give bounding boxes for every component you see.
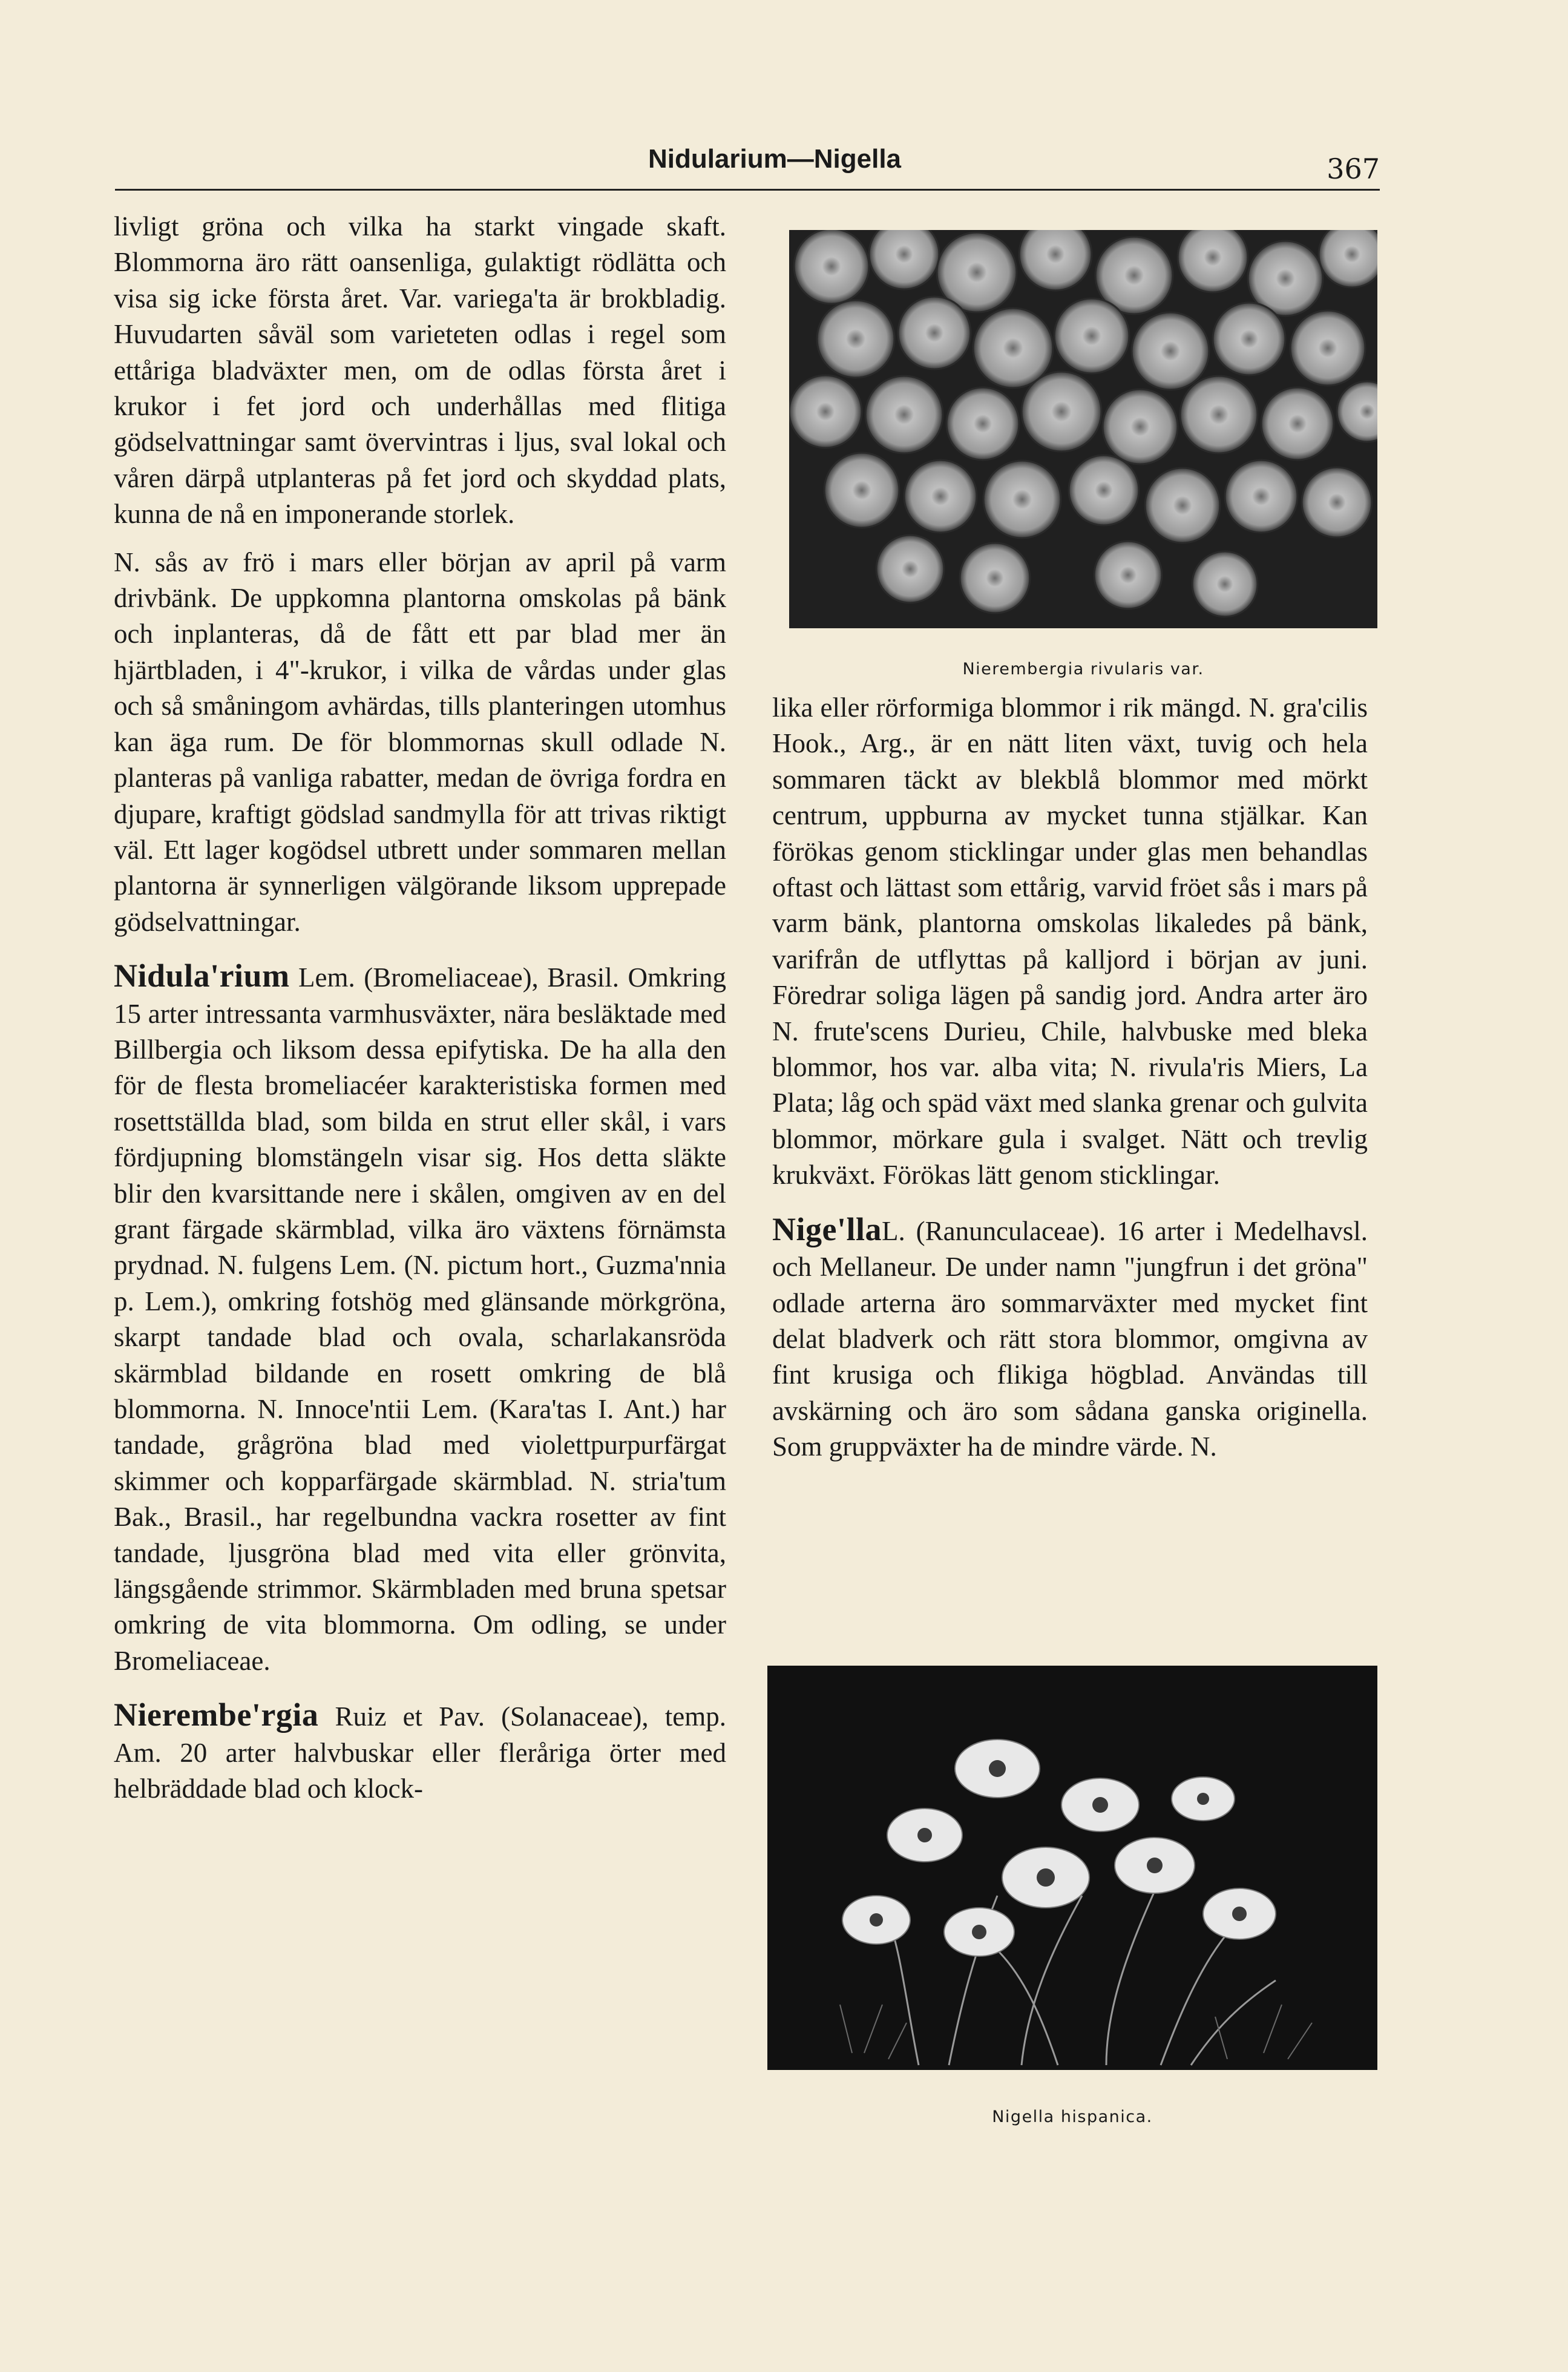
running-title: Nidularium—Nigella: [648, 144, 902, 174]
photo-nigella: [767, 1666, 1377, 2070]
entry-text-nierembergia: Ruiz et Pav. (Solanaceae), temp. Am. 20 arter halvbuskar eller fleråriga örter med helbräddade blad och klock-: [114, 1701, 726, 1804]
photo-nierembergia: [789, 230, 1377, 628]
header-rule: [115, 189, 1380, 191]
entry-nidularium: [114, 958, 726, 1679]
entry-nigella: [772, 1212, 1368, 1465]
right-column-upper: [772, 690, 1368, 1465]
entry-head-nigella: Nige'lla: [772, 1211, 882, 1247]
paragraph-intro: livligt gröna och vilka ha starkt vingade skaft. Blommorna äro rätt oansenliga, gulaktigt rödlätta och visa sig icke första året. Var. variega'ta är brokbladig. Huvudarten såväl som varieteten odlas i regel som ettåriga bladväxter men, om de odlas första året i krukor i fet jord och underhållas med flitiga gödselvattningar samt övervintras i ljus, sval lokal och våren därpå utplanteras på fet jord och skyddad plats, kunna de nå en imponerande storlek.: [114, 211, 726, 530]
entry-text-nidularium: Lem. (Bromeliaceae), Brasil. Omkring 15 arter intressanta varmhusväxter, nära besläktade med Billbergia och liksom dessa epifytiska. De ha alla den för de flesta bromeliacéer karakteristiska formen med rosettställda blad, som bilda en strut eller skål, i vars fördjupning blomstängeln visar sig. Hos detta släkte blir den kvarsittande nere i skålen, omgiven av en del grant färgade skärmblad, vilka äro växtens förnämsta prydnad. N. fulgens Lem. (N. pictum hort., Guzma'nnia p. Lem.), omkring fotshög med glänsande mörkgröna, skarpt tandade blad och ovala, scharlakansröda skärmblad bildande en rosett omkring de blå blommorna. N. Innoce'ntii Lem. (Kara'tas I. Ant.) har tandade, grågröna blad med violettpurpurfärgat skimmer och kopparfärgade skärmblad. N. stria'tum Bak., Brasil., har regelbundna vackra rosetter av fint tandade, ljusgröna blad med vita eller grönvita, längsgående strimmor. Skärmbladen med bruna spetsar omkring de vita blommorna. Om odling, se under Bromeliaceae.: [114, 962, 726, 1676]
left-column: [114, 209, 726, 1807]
entry-head-nierembergia: Nierembe'rgia: [114, 1697, 319, 1733]
entry-text-nigella: L. (Ranunculaceae). 16 arter i Medelhavsl. och Mellaneur. De under namn "jungfrun i det gröna" odlade arterna äro sommarväxter med mycket fint delat bladverk och rätt stora blommor, omgivna av fint krusiga och flikiga högblad. Användas till avskärning och äro som sådana ganska originella. Som gruppväxter ha de mindre värde. N.: [772, 1215, 1368, 1462]
paragraph-sowing: N. sås av frö i mars eller början av april på varm drivbänk. De uppkomna plantorna omskolas på bänk och inplanteras, då de fått ett par blad mer än hjärtbladen, i 4"-krukor, i vilka de vårdas under glas och så småningom avhärdas, tills planteringen utomhus kan äga rum. De för blommornas skull odlade N. planteras på vanliga rabatter, medan de övriga fordra en djupare, kraftigt gödslad sandmylla för att trivas riktigt väl. Ett lager kogödsel utbrett under sommaren mellan plantorna är synnerligen välgörande liksom upprepade gödselvattningar.: [114, 547, 726, 937]
entry-head-nidularium: Nidula'rium: [114, 958, 290, 994]
entry-nierembergia: [114, 1697, 726, 1807]
caption-nigella: Nigella hispanica.: [992, 2108, 1153, 2126]
paragraph-nierembergia-cont: lika eller rörformiga blommor i rik mängd. N. gra'cilis Hook., Arg., är en nätt liten växt, tuvig och hela sommaren täckt av blekblå blommor med mörkt centrum, uppburna av mycket tunna stjälkar. Kan förökas genom sticklingar under glas men behandlas oftast och lättast som ettårig, varvid fröet sås i mars på varm bänk, plantorna omskolas likaledes på bänk, varifrån de utflyttas på kalljord i början av juni. Föredrar soliga lägen på sandig jord. Andra arter äro N. frute'scens Durieu, Chile, halvbuske med bleka blommor, hos var. alba vita; N. rivula'ris Miers, La Plata; låg och späd växt med slanka grenar och gulvita blommor, mörkare gula i svalget. Nätt och trevlig krukväxt. Förökas lätt genom sticklingar.: [772, 692, 1368, 1191]
caption-nierembergia: Nierembergia rivularis var.: [962, 660, 1204, 678]
page-number: 367: [1327, 153, 1380, 185]
